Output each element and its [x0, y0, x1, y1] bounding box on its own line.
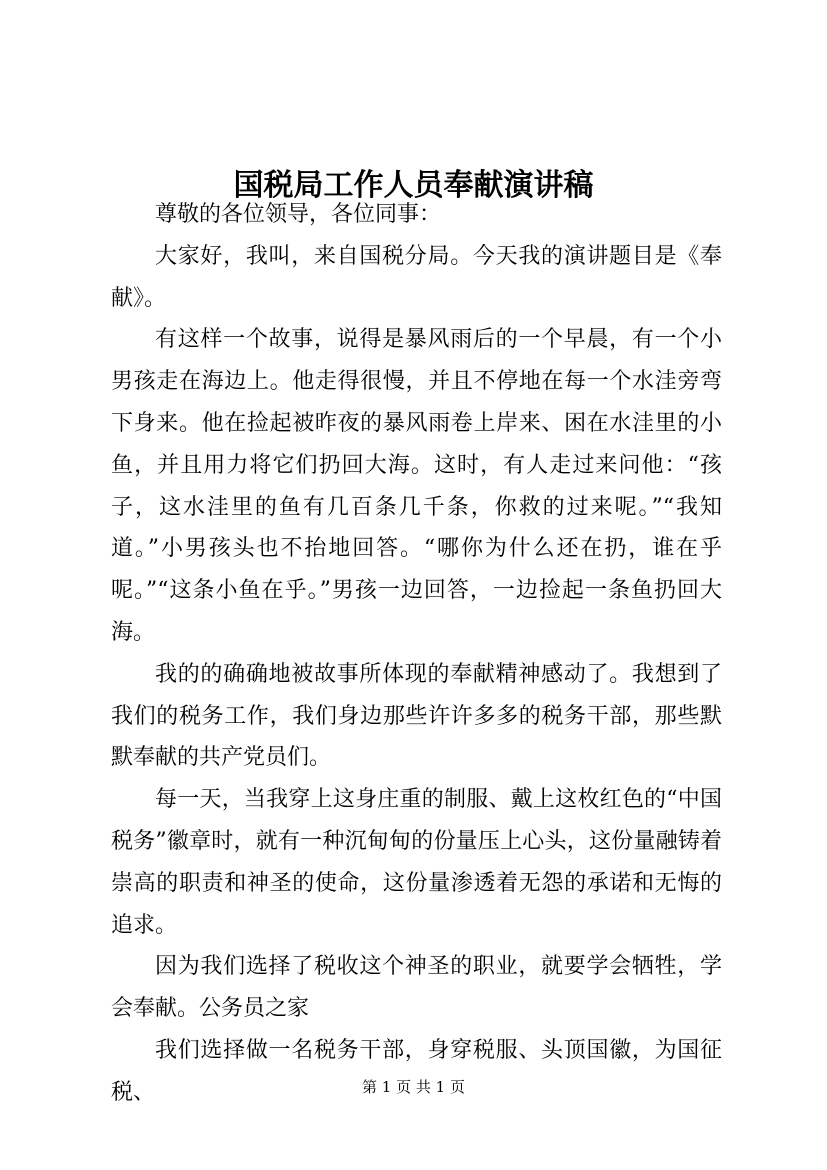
- document-body: [111, 194, 722, 1114]
- paragraph-uniform: 每一天，当我穿上这身庄重的制服、戴上这枚红色的“中国税务”徽章时，就有一种沉甸甸的份量压上心头，这份量融铸着崇高的职责和神圣的使命，这份量渗透着无怨的承诺和无悔的追求。: [111, 787, 722, 938]
- paragraph-story: 有这样一个故事，说得是暴风雨后的一个早晨，有一个小男孩走在海边上。他走得很慢，并且不停地在每一个水洼旁弯下身来。他在捡起被昨夜的暴风雨卷上岸来、困在水洼里的小鱼，并且用力将它们扔回大海。这时，有人走过来问他：“孩子，这水洼里的鱼有几百条几千条，你救的过来呢。”“我知道。”小男孩头也不抬地回答。“哪你为什么还在扔，谁在乎呢。”“这条小鱼在乎。”男孩一边回答，一边捡起一条鱼扔回大海。: [111, 327, 722, 645]
- paragraph-sacrifice: 因为我们选择了税收这个神圣的职业，就要学会牺牲，学会奉献。公务员之家: [111, 954, 722, 1022]
- paragraph-introduction: 大家好，我叫，来自国税分局。今天我的演讲题目是《奉献》。: [111, 243, 722, 311]
- document-title: 国税局工作人员奉献演讲稿: [233, 168, 594, 204]
- page-number-footer: 第 1 页 共 1 页: [362, 1078, 465, 1096]
- paragraph-choice: 我们选择做一名税务干部，身穿税服、头顶国徽，为国征税、: [111, 1037, 722, 1105]
- paragraph-reflection: 我的的确确地被故事所体现的奉献精神感动了。我想到了我们的税务工作，我们身边那些许许多多的税务干部，那些默默奉献的共产党员们。: [111, 661, 722, 771]
- paragraph-greeting: 尊敬的各位领导，各位同事：: [155, 202, 442, 227]
